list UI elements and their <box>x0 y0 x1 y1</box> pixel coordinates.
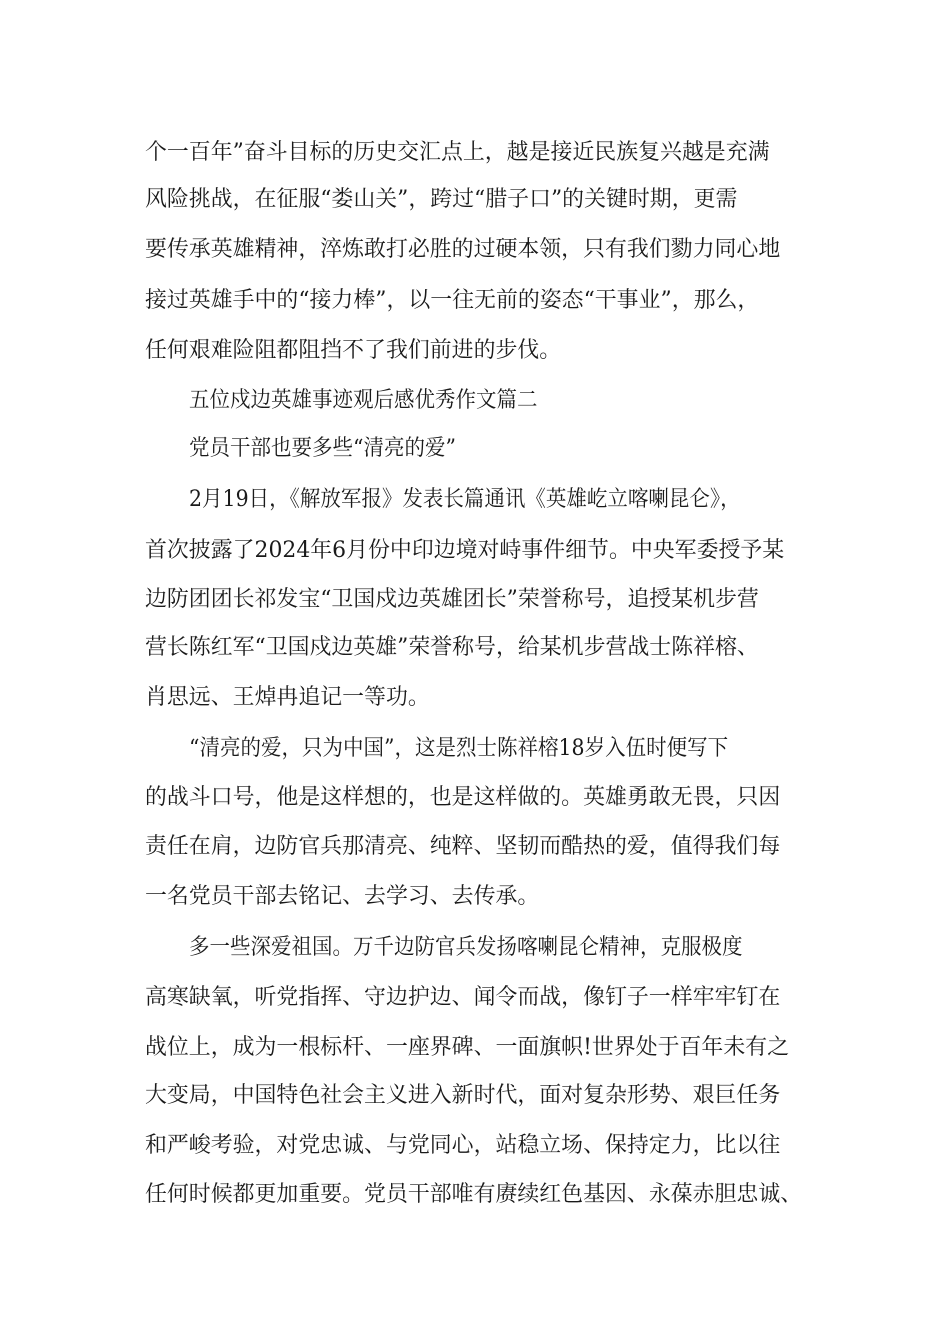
text-line: 的战斗口号，他是这样想的，也是这样做的。英雄勇敢无畏，只因 <box>145 785 781 810</box>
text-line: 一名党员干部去铭记、去学习、去传承。 <box>145 884 540 909</box>
section-heading: 五位戍边英雄事迹观后感优秀作文篇二 <box>189 388 538 413</box>
text-line: 营长陈红军“卫国戍边英雄”荣誉称号，给某机步营战士陈祥榕、 <box>145 635 759 660</box>
text-line: 任何时候都更加重要。党员干部唯有赓续红色基因、永葆赤胆忠诚、 <box>145 1182 803 1207</box>
text-line: 大变局，中国特色社会主义进入新时代，面对复杂形势、艰巨任务 <box>145 1083 781 1108</box>
text-line: 风险挑战，在征服“娄山关”，跨过“腊子口”的关键时期，更需 <box>145 187 738 212</box>
text-line: 责任在肩，边防官兵那清亮、纯粹、坚韧而酷热的爱，值得我们每 <box>145 834 781 859</box>
text-line: 肖思远、王焯冉追记一等功。 <box>145 685 430 710</box>
text-line: 首次披露了2024年6月份中印边境对峙事件细节。中央军委授予某 <box>145 538 785 563</box>
text-line: 高寒缺氧，听党指挥、守边护边、闻令而战，像钉子一样牢牢钉在 <box>145 985 781 1010</box>
text-line: 多一些深爱祖国。万千边防官兵发扬喀喇昆仑精神，克服极度 <box>189 935 743 960</box>
text-line: 个一百年”奋斗目标的历史交汇点上，越是接近民族复兴越是充满 <box>145 140 770 165</box>
text-line: “清亮的爱，只为中国”，这是烈士陈祥榕18岁入伍时便写下 <box>189 736 729 761</box>
article-title: 党员干部也要多些“清亮的爱” <box>189 436 456 461</box>
text-line: 要传承英雄精神，淬炼敢打必胜的过硬本领，只有我们勠力同心地 <box>145 237 781 262</box>
text-line: 和严峻考验，对党忠诚、与党同心，站稳立场、保持定力，比以往 <box>145 1133 781 1158</box>
text-line: 边防团团长祁发宝“卫国戍边英雄团长”荣誉称号，追授某机步营 <box>145 587 759 612</box>
text-line: 战位上，成为一根标杆、一座界碑、一面旗帜!世界处于百年未有之 <box>145 1035 790 1060</box>
text-line: 接过英雄手中的“接力棒”，以一往无前的姿态“干事业”，那么， <box>145 288 760 313</box>
text-line: 2月19日，《解放军报》发表长篇通讯《英雄屹立喀喇昆仑》， <box>189 487 741 512</box>
text-line: 任何艰难险阻都阻挡不了我们前进的步伐。 <box>145 338 562 363</box>
